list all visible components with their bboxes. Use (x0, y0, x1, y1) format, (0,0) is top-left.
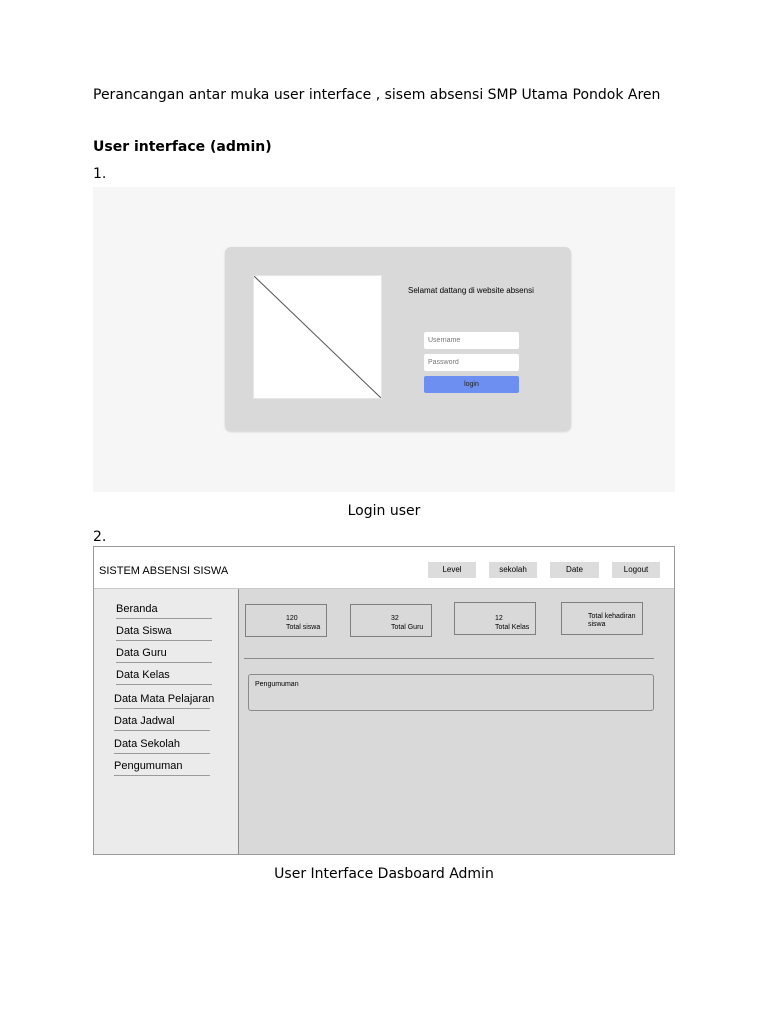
login-caption: Login user (347, 503, 421, 519)
password-input[interactable] (424, 354, 519, 371)
stat-value: 32 (391, 615, 399, 622)
stat-label: Total siswa (286, 624, 321, 631)
sidebar-item-data-sekolah[interactable]: Data Sekolah (114, 738, 210, 754)
sidebar-item-data-guru[interactable]: Data Guru (116, 647, 212, 663)
stat-label: Total Kelas (495, 624, 530, 631)
dashboard-caption: User Interface Dasboard Admin (274, 866, 494, 882)
sidebar-item-data-kelas[interactable]: Data Kelas (116, 669, 212, 685)
sidebar-item-beranda[interactable]: Beranda (116, 603, 212, 619)
stat-value: 12 (495, 615, 503, 622)
section-heading: User interface (admin) (93, 139, 272, 155)
login-button[interactable]: login (424, 376, 519, 393)
dashboard-app-title: SISTEM ABSENSI SISWA (99, 565, 229, 577)
sidebar-item-data-mata-pelajaran[interactable]: Data Mata Pelajaran (114, 693, 210, 709)
login-welcome-text: Selamat dattang di website absensi (408, 286, 534, 295)
level-button[interactable]: Level (428, 562, 476, 578)
document-title: Perancangan antar muka user interface , sisem absensi SMP Utama Pondok Aren (93, 87, 661, 103)
stat-label: Total Guru (391, 624, 424, 631)
sidebar-item-data-jadwal[interactable]: Data Jadwal (114, 715, 210, 731)
sidebar-item-data-siswa[interactable]: Data Siswa (116, 625, 212, 641)
announcement-box (248, 674, 654, 711)
sekolah-button[interactable]: sekolah (489, 562, 537, 578)
item-number-1: 1. (93, 166, 107, 182)
announcement-label: Pengumuman (255, 681, 299, 688)
stat-label: Total kehadiran siswa (588, 613, 636, 628)
sidebar-item-pengumuman[interactable]: Pengumuman (114, 760, 210, 776)
date-button[interactable]: Date (550, 562, 599, 578)
username-input[interactable] (424, 332, 519, 349)
stat-card-total-kelas (454, 602, 536, 635)
stat-card-total-kehadiran (561, 602, 643, 635)
stat-card-total-guru (350, 604, 432, 637)
stat-value: 120 (286, 615, 298, 622)
item-number-2: 2. (93, 529, 107, 545)
dashboard-divider (244, 658, 654, 659)
stat-card-total-siswa (245, 604, 327, 637)
image-placeholder-icon (253, 275, 382, 399)
logout-button[interactable]: Logout (612, 562, 660, 578)
